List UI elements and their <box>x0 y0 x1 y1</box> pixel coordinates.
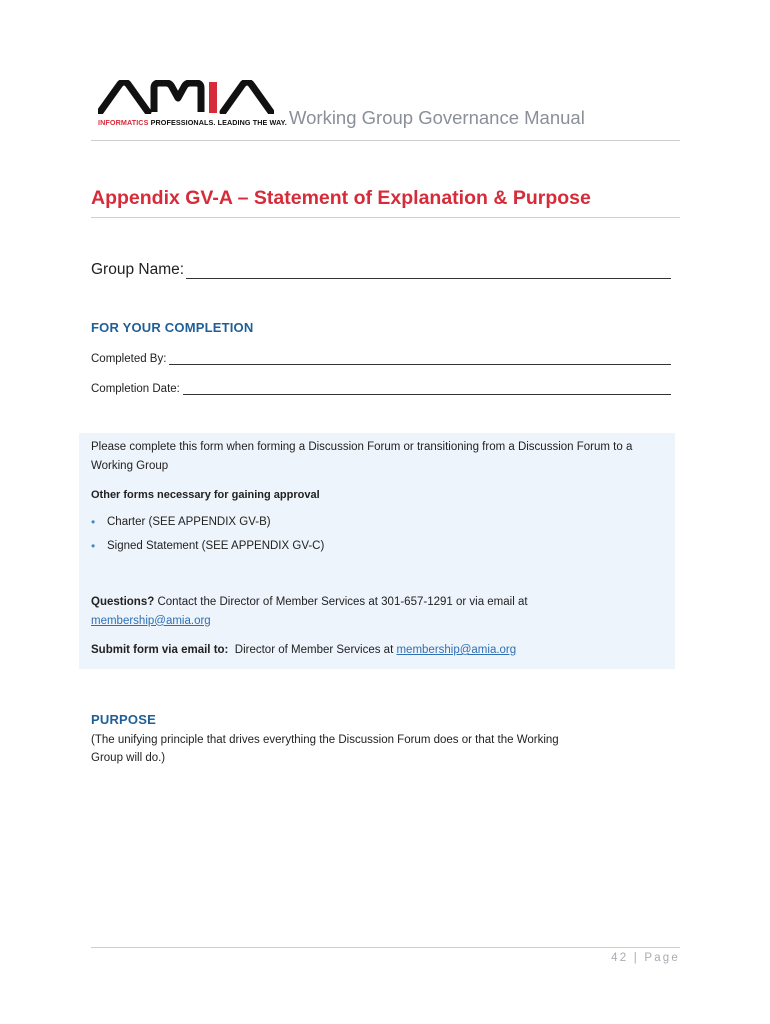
completed-by-blank[interactable] <box>169 353 671 365</box>
group-name-blank[interactable] <box>186 263 671 279</box>
bullet-icon: • <box>91 539 96 553</box>
header-divider <box>91 140 680 141</box>
list-item <box>91 515 271 529</box>
submit-paragraph <box>91 641 651 660</box>
page-number: 42 | Page <box>611 952 680 964</box>
completed-by-label: Completed By: <box>91 353 167 365</box>
completion-date-label: Completion Date: <box>91 383 180 395</box>
manual-title: Working Group Governance Manual <box>289 107 585 128</box>
instructions-intro: Please complete this form when forming a Discussion Forum or transitioning from a Discussion Forum to a Working Group <box>91 441 633 472</box>
group-name-label: Group Name: <box>91 261 185 278</box>
title-divider <box>91 217 680 218</box>
questions-label: Questions? <box>91 596 155 608</box>
group-name-field[interactable] <box>91 257 671 279</box>
list-item-text: Charter (SEE APPENDIX GV-B) <box>107 516 271 528</box>
amia-logo <box>98 80 287 130</box>
questions-paragraph <box>91 593 561 630</box>
completed-by-field[interactable] <box>91 349 671 365</box>
completion-date-blank[interactable] <box>183 383 671 395</box>
other-forms-heading: Other forms necessary for gaining approval <box>91 489 320 501</box>
list-item <box>91 539 324 553</box>
bullet-icon: • <box>91 515 96 529</box>
purpose-heading: PURPOSE <box>91 712 156 727</box>
logo-tagline: INFORMATICS PROFESSIONALS. LEADING THE WAY. <box>98 118 287 127</box>
amia-logo-mark <box>98 80 274 114</box>
list-item-text: Signed Statement (SEE APPENDIX GV-C) <box>107 540 325 552</box>
questions-text: Contact the Director of Member Services at 301-657-1291 or via email at <box>154 596 528 608</box>
appendix-title: Appendix GV-A – Statement of Explanation & Purpose <box>91 187 591 209</box>
purpose-description: (The unifying principle that drives everything the Discussion Forum does or that the Working Group will do.) <box>91 734 559 764</box>
completion-heading: FOR YOUR COMPLETION <box>91 320 254 335</box>
footer-divider <box>91 947 680 948</box>
submit-text: Director of Member Services at <box>228 644 397 656</box>
completion-date-field[interactable] <box>91 379 671 395</box>
submit-email-link[interactable]: membership@amia.org <box>396 644 517 656</box>
questions-email-link[interactable]: membership@amia.org <box>91 614 211 627</box>
submit-label: Submit form via email to: <box>91 644 229 656</box>
